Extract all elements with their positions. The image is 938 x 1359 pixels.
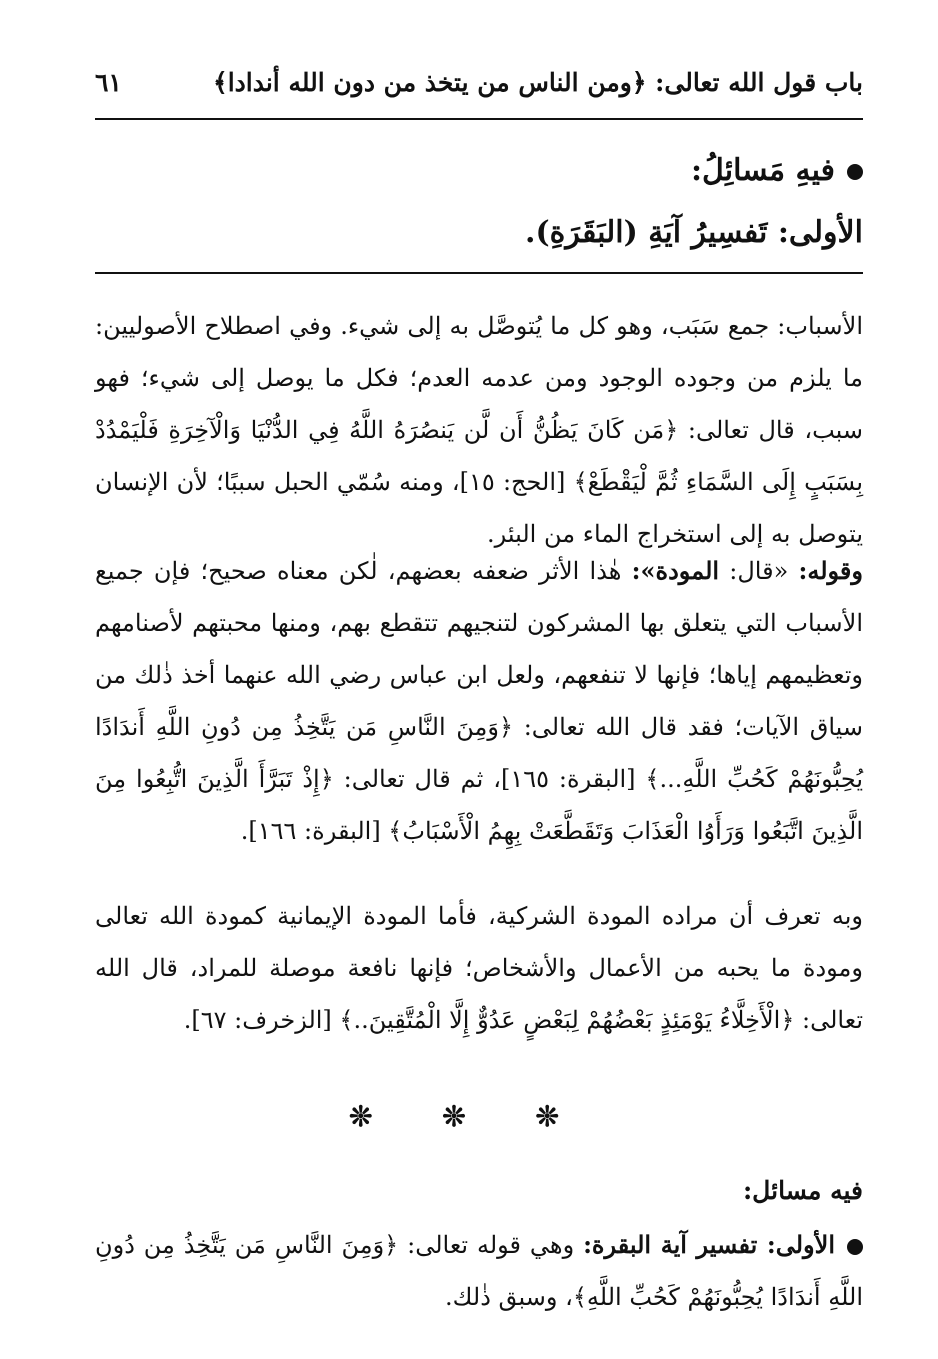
issues-section-bottom <box>95 1165 863 1323</box>
running-title: باب قول الله تعالى: ﴿ومن الناس من يتخذ من دون الله أندادا﴾ <box>213 67 863 97</box>
bullet-icon <box>847 164 863 180</box>
bullet-icon <box>847 1239 863 1255</box>
issues-heading-bottom: فيه مسائل: <box>742 1176 863 1205</box>
keyword: المودة»: <box>631 556 720 585</box>
separator-stars: ❊ ❊ ❊ <box>349 1100 589 1133</box>
issues-section-top <box>263 140 863 264</box>
page-header <box>95 62 863 102</box>
quote-open: «قال: <box>729 557 789 585</box>
paragraph-asbab: الأسباب: جمع سَبَب، وهو كل ما يُتوصَّل به إلى شيء. وفي اصطلاح الأصوليين: ما يلزم من وجوده الوجود ومن عدمه العدم؛ فكل ما يوصل إلى شيء؛ فهو سبب، قال تعالى: ﴿مَن كَانَ يَظُنُّ أَن لَّن يَنصُرَهُ اللَّهُ فِي الدُّنْيَا وَالْآخِرَةِ فَلْيَمْدُدْ بِسَبَبٍ إِلَى السَّمَاءِ ثُمَّ لْيَقْطَعْ﴾ [الحج: ١٥]، ومنه سُمّي الحبل سببًا؛ لأن الإنسان يتوصل به إلى استخراج الماء من البئر. <box>95 312 863 548</box>
paragraph-lead: وقوله: <box>798 556 863 585</box>
issue-first: الأولى: تَفسِيرُ آيَةِ (البَقَرَةِ). <box>525 215 863 250</box>
paragraph-text: هٰذا الأثر ضعفه بعضهم، لٰكن معناه صحيح؛ فإن جميع الأسباب التي يتعلق بها المشركون لتنجيهم تتقطع بهم، ومنها محبتهم لأصنامهم وتعظيمهم إياها؛ فإنها لا تنفعهم، ولعل ابن عباس رضي الله عنهما أخذ ذٰلك من سياق الآيات؛ فقد قال الله تعالى: ﴿وَمِنَ النَّاسِ مَن يَتَّخِذُ مِن دُونِ اللَّهِ أَندَادًا يُحِبُّونَهُمْ كَحُبِّ اللَّهِ...﴾ [البقرة: ١٦٥]، ثم قال تعالى: ﴿إِذْ تَبَرَّأَ الَّذِينَ اتُّبِعُوا مِنَ الَّذِينَ اتَّبَعُوا وَرَأَوُا الْعَذَابَ وَتَقَطَّعَتْ بِهِمُ الْأَسْبَابُ﴾ [البقرة: ١٦٦]. <box>95 557 863 845</box>
paragraph-shirk-love: وبه تعرف أن مراده المودة الشركية، فأما المودة الإيمانية كمودة الله تعالى ومودة ما يحبه من الأعمال والأشخاص؛ فإنها نافعة موصلة للمراد، قال الله تعالى: ﴿الْأَخِلَّاءُ يَوْمَئِذٍ بَعْضُهُمْ لِبَعْضٍ عَدُوٌّ إِلَّا الْمُتَّقِينَ..﴾ [الزخرف: ٦٧]. <box>95 902 863 1034</box>
paragraph-mawadda <box>95 545 863 857</box>
header-rule <box>95 118 863 120</box>
issue-first-bottom: الأولى: تفسير آية البقرة: وهي قوله تعالى: ﴿وَمِنَ النَّاسِ مَن يَتَّخِذُ مِن دُونِ اللَّهِ أَندَادًا يُحِبُّونَهُمْ كَحُبِّ اللَّهِ﴾، وسبق ذٰلك. <box>95 1230 863 1311</box>
page-number: ٦١ <box>95 67 122 97</box>
issues-heading: فيهِ مَسائِلُ: <box>263 140 863 202</box>
section-rule <box>95 272 863 274</box>
